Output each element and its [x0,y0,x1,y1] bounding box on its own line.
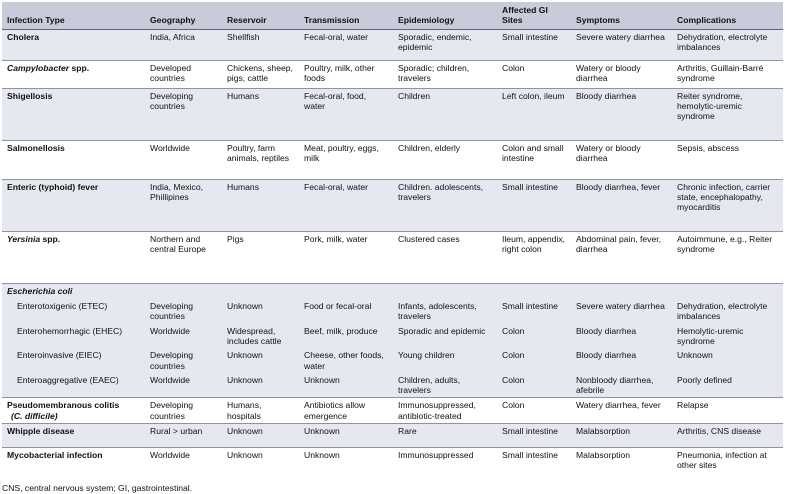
cell-empty [299,283,393,299]
cell-reservoir: Humans [222,179,299,231]
cell-symptoms: Malabsorption [571,448,672,487]
cell-geography: Worldwide [145,324,222,349]
cell-reservoir: Shellfish [222,29,299,60]
col-header-reservoir: Reservoir [222,2,299,29]
cell-empty [672,283,783,299]
cell-complications: Arthritis, CNS disease [672,424,783,448]
cell-empty [571,283,672,299]
cell-complications: Autoimmune, e.g., Reiter syndrome [672,231,783,283]
infection-name: Mycobacterial infection [7,450,103,461]
cell-transmission: Beef, milk, produce [299,324,393,349]
cell-transmission: Unknown [299,424,393,448]
ecoli-heading-italic: Escherichia coli [7,285,73,296]
cell-symptoms: Watery diarrhea, fever [571,398,672,424]
table-row [2,398,783,424]
organism-name-italic: Campylobacter [7,62,70,73]
cell-reservoir: Humans, hospitals [222,398,299,424]
cell-geography: Worldwide [145,140,222,179]
cell-affected-sites: Colon and small intestine [497,140,571,179]
cell-reservoir: Poultry, farm animals, reptiles [222,140,299,179]
cell-epidemiology: Children. adolescents, travelers [393,179,497,231]
cell-infection-type [2,398,145,424]
cell-epidemiology: Sporadic and epidemic [393,324,497,349]
cell-symptoms: Abdominal pain, fever, diarrhea [571,231,672,283]
cell-affected-sites: Colon [497,324,571,349]
cell-infection-type [2,424,145,448]
cell-epidemiology: Clustered cases [393,231,497,283]
table-row [2,29,783,60]
cell-transmission: Unknown [299,448,393,487]
cell-geography: Rural > urban [145,424,222,448]
cell-epidemiology: Infants, adolescents, travelers [393,299,497,324]
cell-epidemiology: Sporadic; children, travelers [393,60,497,88]
cell-epidemiology: Sporadic, endemic, epidemic [393,29,497,60]
col-header-transmission: Transmission [299,2,393,29]
cell-reservoir: Pigs [222,231,299,283]
cell-infection-type [2,231,145,283]
cell-empty [497,283,571,299]
infection-name: Pseudomembranous colitis [7,400,120,411]
cell-complications: Relapse [672,398,783,424]
cell-ecoli-subtype: Enterohemorrhagic (EHEC) [2,324,145,349]
cell-reservoir: Unknown [222,448,299,487]
cell-affected-sites: Small intestine [497,299,571,324]
cell-infection-type [2,60,145,88]
cell-geography: India, Africa [145,29,222,60]
cell-complications: Reiter syndrome, hemolytic-uremic syndrome [672,88,783,140]
table-row [2,448,783,487]
organism-suffix: spp. [69,62,90,73]
cell-affected-sites: Small intestine [497,424,571,448]
cell-symptoms: Bloody diarrhea, fever [571,179,672,231]
cell-complications: Arthritis, Guillain-Barré syndrome [672,60,783,88]
cell-affected-sites: Small intestine [497,179,571,231]
table-row [2,373,783,398]
table-row [2,140,783,179]
cell-epidemiology: Young children [393,348,497,373]
cell-transmission: Fecal-oral, water [299,179,393,231]
cell-geography: Northern and central Europe [145,231,222,283]
cell-complications: Pneumonia, infection at other sites [672,448,783,487]
table-row [2,299,783,324]
table-row [2,231,783,283]
cell-epidemiology: Children [393,88,497,140]
cell-complications: Dehydration, electrolyte imbalances [672,299,783,324]
cell-affected-sites: Left colon, ileum [497,88,571,140]
organism-name-italic: (C. difficile) [11,410,58,421]
cell-affected-sites: Ileum, appendix, right colon [497,231,571,283]
cell-affected-sites: Colon [497,398,571,424]
infection-table [2,2,783,487]
cell-affected-sites: Colon [497,60,571,88]
cell-geography: Developing countries [145,299,222,324]
cell-symptoms: Severe watery diarrhea [571,29,672,60]
table-row [2,179,783,231]
col-header-infection-type: Infection Type [2,2,145,29]
cell-transmission: Antibiotics allow emergence [299,398,393,424]
cell-epidemiology: Children, adults, travelers [393,373,497,398]
cell-symptoms: Bloody diarrhea [571,88,672,140]
cell-affected-sites: Colon [497,348,571,373]
cell-symptoms: Watery or bloody diarrhea [571,140,672,179]
cell-transmission: Food or fecal-oral [299,299,393,324]
cell-epidemiology: Immunosuppressed, antibiotic-treated [393,398,497,424]
cell-geography: Developing countries [145,348,222,373]
table-footnote: CNS, central nervous system; GI, gastrointestinal. [2,483,193,493]
cell-affected-sites: Small intestine [497,29,571,60]
cell-symptoms: Bloody diarrhea [571,324,672,349]
cell-transmission: Cheese, other foods, water [299,348,393,373]
cell-geography: Worldwide [145,448,222,487]
col-header-symptoms: Symptoms [571,2,672,29]
cell-complications: Chronic infection, carrier state, encephalopathy, myocarditis [672,179,783,231]
cell-complications: Sepsis, abscess [672,140,783,179]
cell-transmission: Meat, poultry, eggs, milk [299,140,393,179]
cell-reservoir: Humans [222,88,299,140]
cell-symptoms: Watery or bloody diarrhea [571,60,672,88]
cell-reservoir: Widespread, includes cattle [222,324,299,349]
cell-transmission: Fecal-oral, food, water [299,88,393,140]
cell-geography: Developing countries [145,88,222,140]
cell-transmission: Unknown [299,373,393,398]
header-row [2,2,783,29]
cell-geography: Worldwide [145,373,222,398]
cell-geography: Developed countries [145,60,222,88]
cell-geography: Developing countries [145,398,222,424]
cell-epidemiology: Immunosuppressed [393,448,497,487]
cell-transmission: Fecal-oral, water [299,29,393,60]
col-header-complications: Complications [672,2,783,29]
table-row [2,348,783,373]
cell-empty [393,283,497,299]
table-row [2,324,783,349]
col-header-geography: Geography [145,2,222,29]
cell-affected-sites: Colon [497,373,571,398]
cell-symptoms: Bloody diarrhea [571,348,672,373]
cell-infection-type: Enteric (typhoid) fever [2,179,145,231]
cell-epidemiology: Children, elderly [393,140,497,179]
cell-symptoms: Nonbloody diarrhea, afebrile [571,373,672,398]
cell-ecoli-subtype: Enteroaggregative (EAEC) [2,373,145,398]
cell-complications: Unknown [672,348,783,373]
table-row [2,60,783,88]
table-row [2,88,783,140]
organism-name-italic: Yersinia [7,233,41,244]
table-row [2,283,783,299]
cell-transmission: Poultry, milk, other foods [299,60,393,88]
cell-empty [145,283,222,299]
cell-reservoir: Unknown [222,299,299,324]
cell-complications: Poorly defined [672,373,783,398]
cell-reservoir: Chickens, sheep, pigs, cattle [222,60,299,88]
cell-ecoli-subtype: Enterotoxigenic (ETEC) [2,299,145,324]
col-header-affected-gi-sites: Affected GI Sites [497,2,571,29]
infection-name: Whipple disease [7,426,75,437]
cell-reservoir: Unknown [222,373,299,398]
cell-infection-type: Shigellosis [2,88,145,140]
cell-reservoir: Unknown [222,348,299,373]
cell-ecoli-subtype: Enteroinvasive (EIEC) [2,348,145,373]
table-row [2,424,783,448]
cell-transmission: Pork, milk, water [299,231,393,283]
cell-empty [222,283,299,299]
cell-affected-sites: Small intestine [497,448,571,487]
organism-suffix: spp. [40,233,61,244]
cell-epidemiology: Rare [393,424,497,448]
cell-geography: India, Mexico, Phillipines [145,179,222,231]
cell-infection-type: Salmonellosis [2,140,145,179]
cell-infection-type [2,448,145,487]
cell-infection-type: Cholera [2,29,145,60]
cell-complications: Hemolytic-uremic syndrome [672,324,783,349]
cell-reservoir: Unknown [222,424,299,448]
cell-complications: Dehydration, electrolyte imbalances [672,29,783,60]
cell-symptoms: Malabsorption [571,424,672,448]
cell-ecoli-heading [2,283,145,299]
col-header-epidemiology: Epidemiology [393,2,497,29]
cell-symptoms: Severe watery diarrhea [571,299,672,324]
